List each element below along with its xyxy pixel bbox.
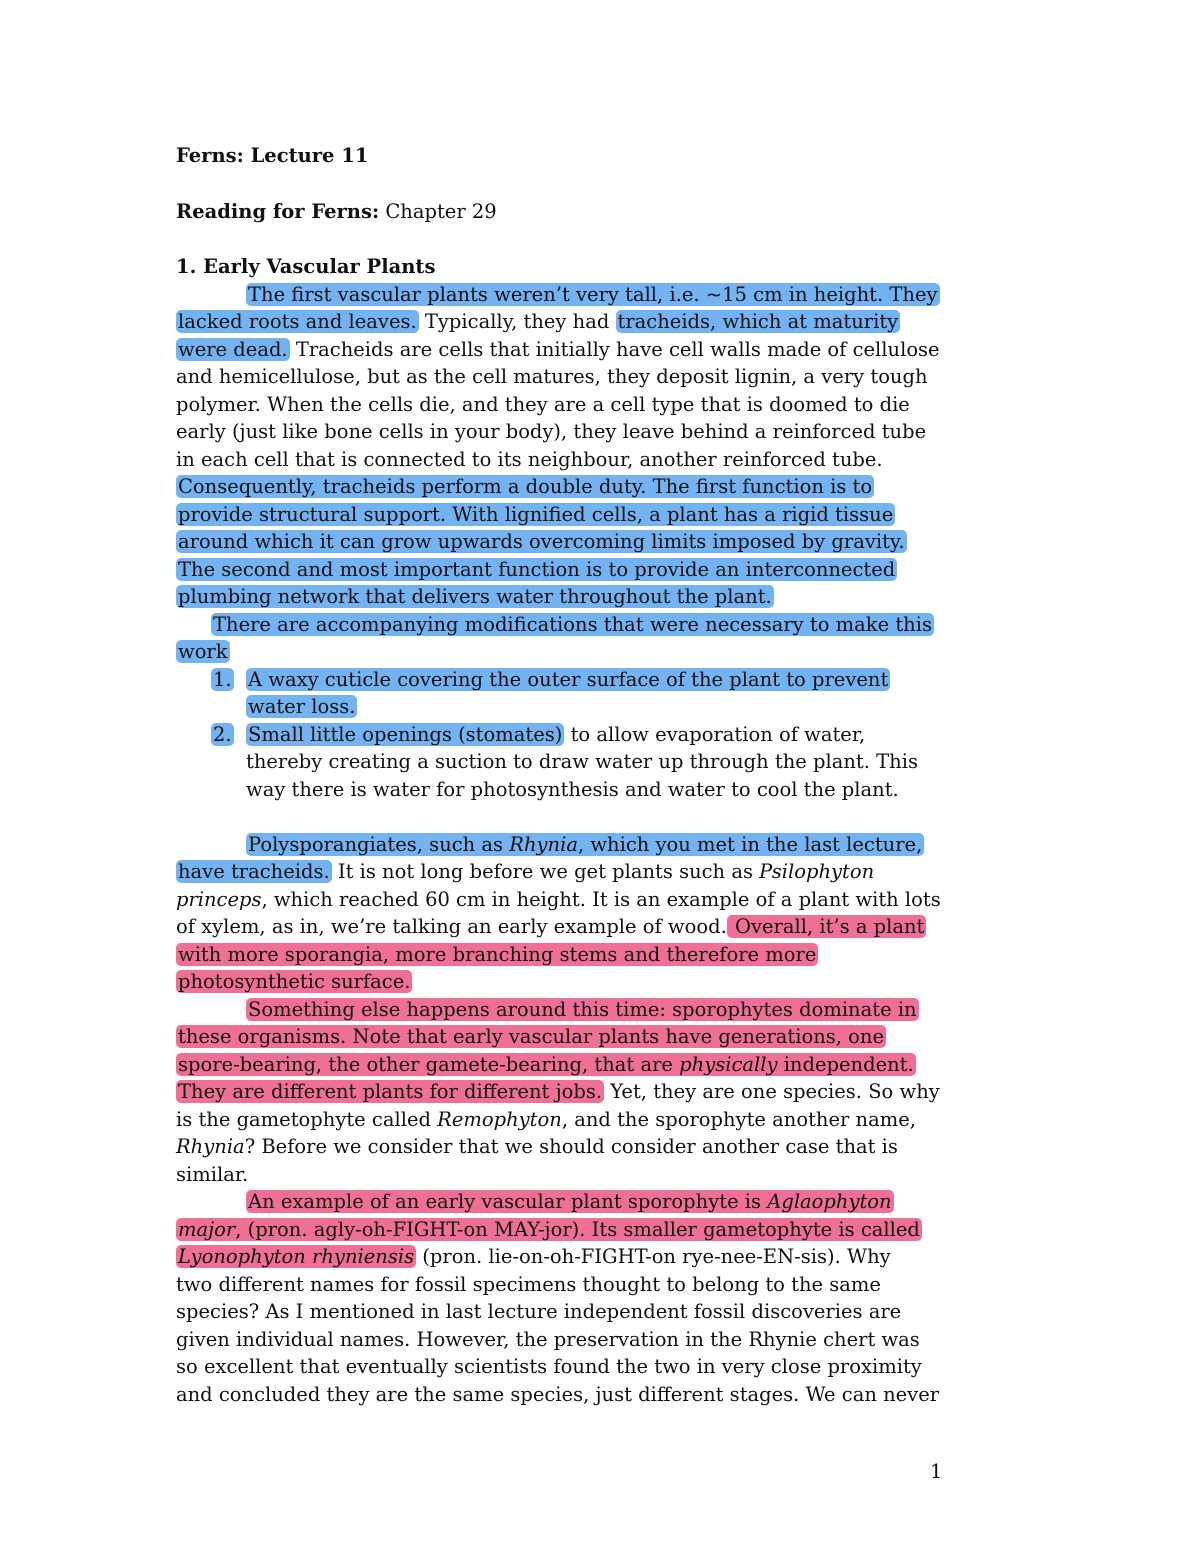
text-run: to allow evaporation of water, (564, 723, 866, 746)
highlight-blue: lacked roots and leaves. (178, 310, 417, 333)
italic-term: princeps (176, 888, 262, 911)
list-item (246, 721, 865, 748)
text-line (176, 336, 940, 363)
italic-term: Psilophyton (759, 860, 875, 883)
text-line: and concluded they are the same species, just different stages. We can never (176, 1383, 940, 1406)
text-run: , (pron. agly-oh-FIGHT-on MAY-jor). Its smaller gametophyte is called (235, 1218, 920, 1241)
list-item: thereby creating a suction to draw water up through the plant. This (246, 750, 918, 773)
italic-term: Rhynia (176, 1135, 245, 1158)
text-line: polymer. When the cells die, and they are a cell type that is doomed to die (176, 393, 910, 416)
highlight-blue: tracheids, which at maturity (617, 310, 899, 333)
highlight-blue: There are accompanying modifications that were necessary to make this (213, 613, 932, 636)
highlight-pink: photosynthetic surface. (178, 970, 411, 993)
text-line (176, 473, 874, 500)
text-line (176, 1023, 886, 1050)
italic-term: major (178, 1218, 236, 1241)
reading-line (176, 198, 497, 225)
highlight-pink: They are different plants for different jobs. (178, 1080, 603, 1103)
highlight-pink (176, 1053, 916, 1076)
text-line (246, 1188, 894, 1215)
text-line: species? As I mentioned in last lecture independent fossil discoveries are (176, 1300, 902, 1323)
text-line (176, 1106, 916, 1133)
text-run: , and the sporophyte another name, (561, 1108, 916, 1131)
highlight-pink: with more sporangia, more branching stems and therefore more (178, 943, 817, 966)
text-run: independent. (777, 1053, 914, 1076)
text-line (176, 913, 926, 940)
text-run: of xylem, as in, we’re talking an early example of wood. (176, 915, 727, 938)
text-line: and hemicellulose, but as the cell matures, they deposit lignin, a very tough (176, 365, 928, 388)
text-line (176, 1078, 940, 1105)
list-marker (211, 666, 234, 693)
text-line (176, 941, 818, 968)
reading-value: Chapter 29 (379, 200, 497, 223)
highlight-blue: The first vascular plants weren’t very tall, i.e. ~15 cm in height. They (248, 283, 938, 306)
highlight-blue: work (178, 640, 228, 663)
highlight-blue: A waxy cuticle covering the outer surface of the plant to prevent (248, 668, 889, 691)
document-title: Ferns: Lecture 11 (176, 144, 369, 167)
italic-term: Remophyton (437, 1108, 562, 1131)
italic-term: Aglaophyton (767, 1190, 892, 1213)
text-line (246, 831, 924, 858)
text-line (176, 1243, 891, 1270)
text-line (246, 996, 919, 1023)
highlight-blue: water loss. (248, 695, 356, 718)
text-line (176, 858, 874, 885)
highlight-pink: Something else happens around this time: sporophytes dominate in (248, 998, 917, 1021)
text-line (246, 281, 940, 308)
highlight-blue: 1. (213, 668, 232, 691)
text-line (176, 1133, 898, 1160)
highlight-blue: were dead. (178, 338, 288, 361)
reading-label: Reading for Ferns: (176, 200, 380, 223)
text-line: early (just like bone cells in your body), they leave behind a reinforced tube (176, 420, 927, 443)
text-run: , which you met in the last lecture, (577, 833, 923, 856)
text-line: similar. (176, 1163, 249, 1186)
list-marker (211, 721, 234, 748)
text-run: It is not long before we get plants such as (331, 860, 760, 883)
highlight-blue (246, 833, 924, 856)
text-run: (pron. lie-on-oh-FIGHT-on rye-nee-EN-sis). Why (416, 1245, 891, 1268)
text-run: Typically, they had (418, 310, 616, 333)
text-run: is the gametophyte called (176, 1108, 438, 1131)
list-item (246, 693, 357, 720)
text-line: two different names for fossil specimens thought to belong to the same (176, 1273, 881, 1296)
highlight-blue: have tracheids. (178, 860, 330, 883)
text-line (176, 1216, 922, 1243)
italic-term: Rhynia (509, 833, 578, 856)
text-line (176, 638, 230, 665)
highlight-blue: The second and most important function is to provide an interconnected (178, 558, 896, 581)
highlight-pink: Lyonophyton rhyniensis (178, 1245, 415, 1268)
highlight-blue: around which it can grow upwards overcoming limits imposed by gravity. (178, 530, 905, 553)
text-run: Tracheids are cells that initially have cell walls made of cellulose (289, 338, 940, 361)
highlight-blue: 2. (213, 723, 232, 746)
text-run: An example of an early vascular plant sporophyte is (248, 1190, 768, 1213)
section-heading: 1. Early Vascular Plants (176, 255, 436, 278)
text-line (176, 886, 941, 913)
text-run: , which reached 60 cm in height. It is an example of a plant with lots (261, 888, 941, 911)
text-line (211, 611, 934, 638)
text-line (176, 583, 774, 610)
highlight-pink (246, 1190, 894, 1213)
highlight-blue: plumbing network that delivers water throughout the plant. (178, 585, 772, 608)
highlight-blue: Small little openings (stomates) (248, 723, 563, 746)
text-line (176, 528, 907, 555)
list-item: way there is water for photosynthesis and water to cool the plant. (246, 778, 899, 801)
text-run: Yet, they are one species. So why (604, 1080, 940, 1103)
highlight-pink: Overall, it’s a plant (728, 915, 925, 938)
list-item (246, 666, 890, 693)
text-line: so excellent that eventually scientists found the two in very close proximity (176, 1355, 922, 1378)
text-line (176, 308, 900, 335)
text-line (176, 501, 895, 528)
highlight-blue: provide structural support. With lignified cells, a plant has a rigid tissue (178, 503, 894, 526)
text-line (176, 1051, 916, 1078)
text-line (176, 556, 897, 583)
text-line: in each cell that is connected to its neighbour, another reinforced tube. (176, 448, 883, 471)
highlight-pink (176, 1218, 922, 1241)
text-line (176, 968, 412, 995)
highlight-pink: these organisms. Note that early vascular plants have generations, one (178, 1025, 884, 1048)
text-run: ? Before we consider that we should consider another case that is (244, 1135, 898, 1158)
text-line: given individual names. However, the preservation in the Rhynie chert was (176, 1328, 920, 1351)
page-number: 1 (930, 1460, 943, 1483)
text-run: Polysporangiates, such as (248, 833, 510, 856)
text-run: spore-bearing, the other gamete-bearing, that are (178, 1053, 680, 1076)
highlight-blue: Consequently, tracheids perform a double duty. The first function is to (178, 475, 873, 498)
italic-term: physically (679, 1053, 778, 1076)
